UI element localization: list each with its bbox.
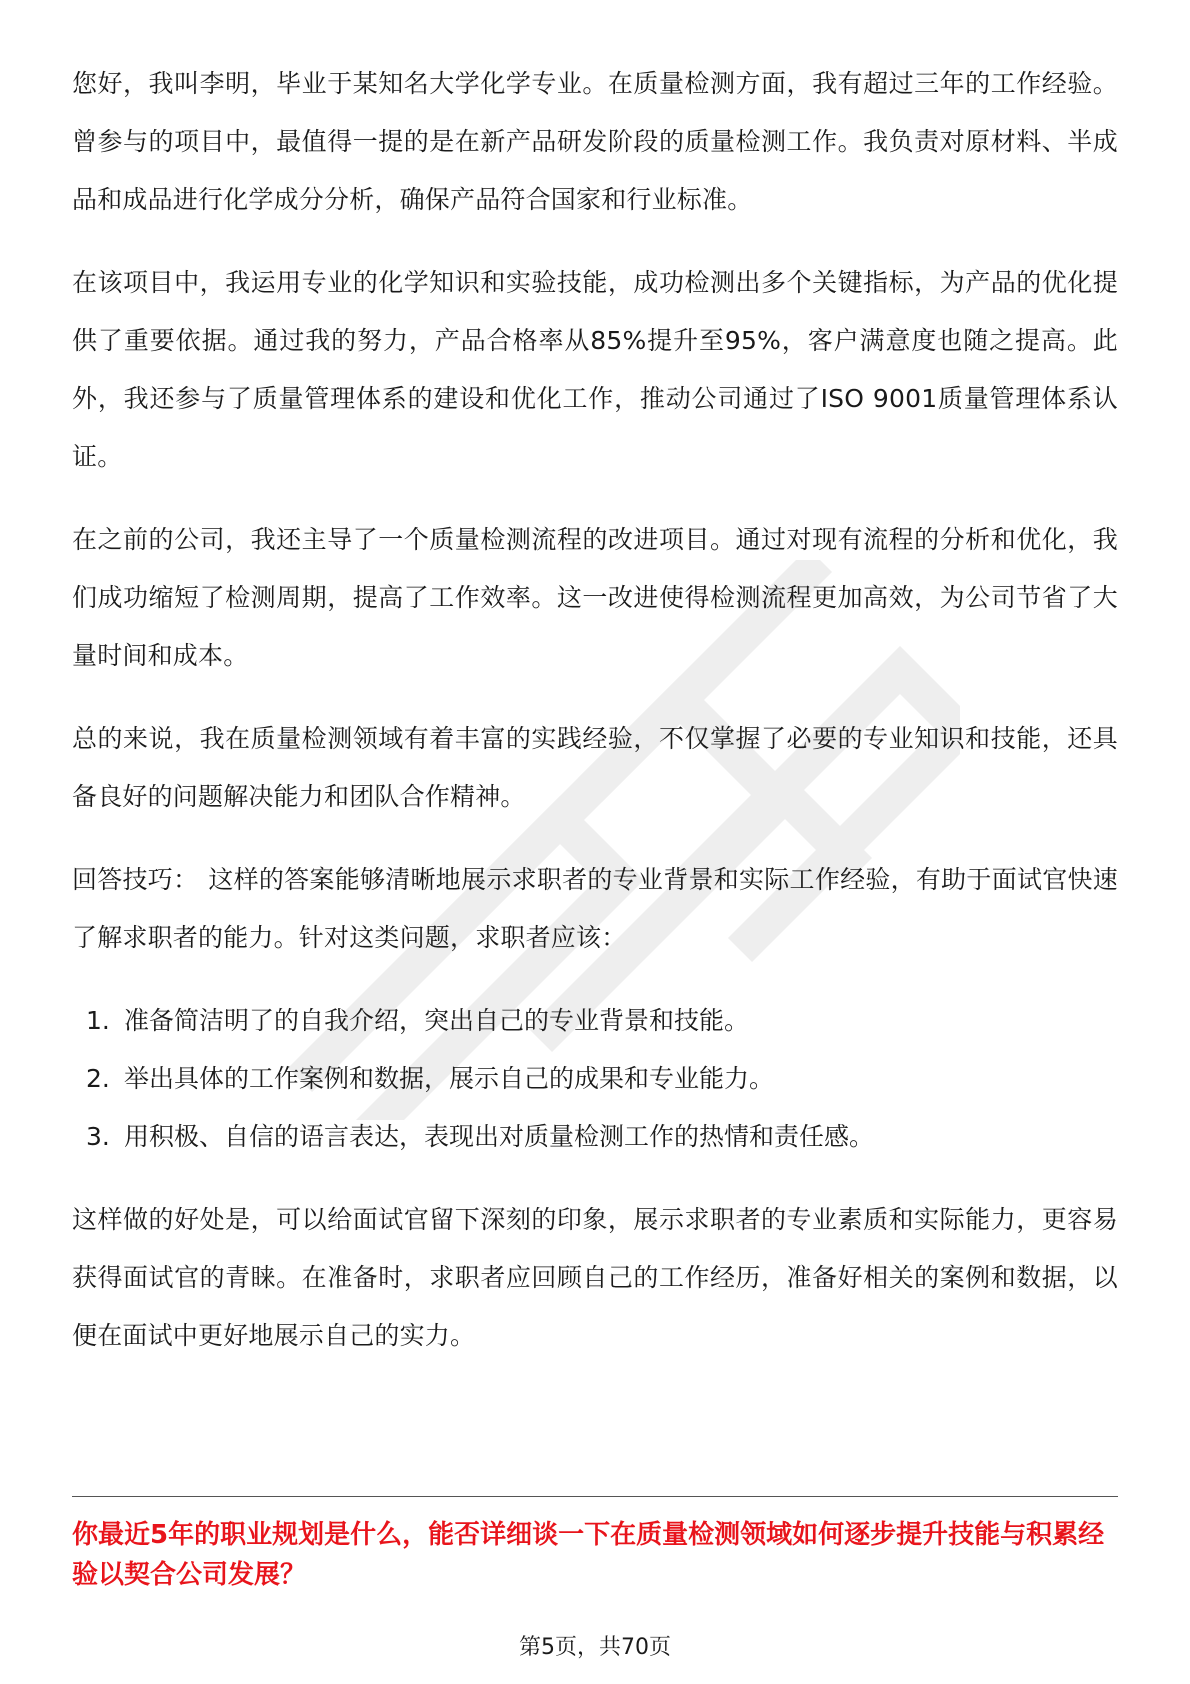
list-item-text: 用积极、自信的语言表达，表现出对质量检测工作的热情和责任感。	[124, 1122, 875, 1151]
section-divider	[72, 1496, 1118, 1497]
list-item-number: 2.	[86, 1064, 110, 1093]
list-item-number: 3.	[86, 1122, 110, 1151]
main-content	[72, 55, 1118, 1390]
list-item-number: 1.	[86, 1006, 110, 1035]
list-item	[72, 1108, 1118, 1166]
paragraph-project: 在该项目中，我运用专业的化学知识和实验技能，成功检测出多个关键指标，为产品的优化提供了重要依据。通过我的努力，产品合格率从85%提升至95%，客户满意度也随之提高。此外，我还参与了质量管理体系的建设和优化工作，推动公司通过了ISO 9001质量管理体系认证。	[72, 268, 1118, 471]
list-item-text: 准备简洁明了的自我介绍，突出自己的专业背景和技能。	[124, 1006, 750, 1035]
list-item	[72, 992, 1118, 1050]
paragraph-intro: 您好，我叫李明，毕业于某知名大学化学专业。在质量检测方面，我有超过三年的工作经验。曾参与的项目中，最值得一提的是在新产品研发阶段的质量检测工作。我负责对原材料、半成品和成品进行化学成分分析，确保产品符合国家和行业标准。	[72, 69, 1118, 214]
tips-text: 这样的答案能够清晰地展示求职者的专业背景和实际工作经验，有助于面试官快速了解求职者的能力。针对这类问题，求职者应该：	[72, 865, 1118, 952]
page-number-footer: 第5页，共70页	[519, 1635, 671, 1660]
tips-list	[72, 992, 1118, 1166]
paragraph-process-improvement: 在之前的公司，我还主导了一个质量检测流程的改进项目。通过对现有流程的分析和优化，我们成功缩短了检测周期，提高了工作效率。这一改进使得检测流程更加高效，为公司节省了大量时间和成本。	[72, 525, 1118, 670]
tips-label: 回答技巧：	[72, 865, 199, 894]
paragraph-summary: 总的来说，我在质量检测领域有着丰富的实践经验，不仅掌握了必要的专业知识和技能，还具备良好的问题解决能力和团队合作精神。	[72, 724, 1118, 811]
paragraph-closing: 这样做的好处是，可以给面试官留下深刻的印象，展示求职者的专业素质和实际能力，更容易获得面试官的青睐。在准备时，求职者应回顾自己的工作经历，准备好相关的案例和数据，以便在面试中更好地展示自己的实力。	[72, 1205, 1118, 1350]
list-item-text: 举出具体的工作案例和数据，展示自己的成果和专业能力。	[124, 1064, 775, 1093]
tips-paragraph	[72, 851, 1118, 967]
next-question-heading: 你最近5年的职业规划是什么，能否详细谈一下在质量检测领域如何逐步提升技能与积累经验以契合公司发展？	[72, 1520, 1105, 1590]
list-item	[72, 1050, 1118, 1108]
